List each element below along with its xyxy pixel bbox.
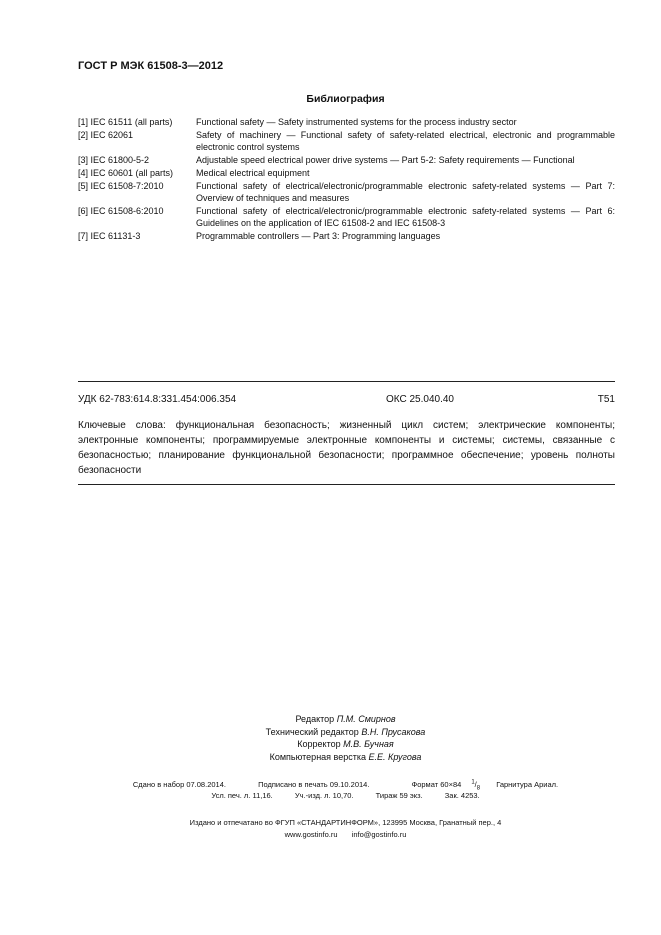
bibliography-item	[78, 154, 615, 166]
bibliography-ref: [3] IEC 61800-5-2	[78, 155, 150, 165]
corrector-name: М.В. Бучная	[343, 739, 394, 749]
signed-date: Подписано в печать 09.10.2014.	[258, 779, 370, 789]
submitted-date: Сдано в набор 07.08.2014.	[132, 779, 226, 789]
credit-tech-editor: Технический редактор В.Н. Прусакова	[265, 726, 426, 737]
bibliography-item	[78, 180, 615, 204]
publisher-contacts	[0, 830, 661, 839]
publisher-line: Издано и отпечатано во ФГУП «СТАНДАРТИНФОРМ», 123995 Москва, Гранатный пер., 4	[189, 818, 502, 827]
print-info-line2	[0, 791, 661, 800]
printed-sheets: Усл. печ. л. 11,16.	[211, 791, 273, 800]
bibliography-ref: [4] IEC 60601 (all parts)	[78, 168, 174, 178]
credit-layout: Компьютерная верстка Е.Е. Кругова	[269, 751, 422, 762]
layout-name: Е.Е. Кругова	[368, 751, 422, 762]
print-info-line1	[0, 779, 661, 791]
bibliography-item	[78, 205, 615, 229]
editor-name: П.М. Смирнов	[336, 714, 396, 724]
tech-editor-name: В.Н. Прусакова	[361, 726, 426, 737]
bibliography-text: Adjustable speed electrical power drive systems — Part 5-2: Safety requirements — Functional	[196, 155, 575, 165]
paper-format: Формат 60×84 $^1/_8$	[411, 779, 481, 791]
order-number: Зак. 4253.	[444, 791, 480, 800]
bibliography-ref: [6] IEC 61508-6:2010	[78, 206, 164, 216]
classification-row	[78, 394, 615, 405]
credit-corrector: Корректор М.В. Бучная	[297, 739, 394, 749]
keywords: Ключевые слова: функциональная безопасность; жизненный цикл систем; электрические компоненты; электронные компоненты; программируемые электронные компоненты и системы; системы, связанные с безопасностью; планирование функциональной безопасности; программное обеспечение; уровень полноты безопасности	[78, 420, 615, 476]
bibliography-ref: [5] IEC 61508-7:2010	[78, 181, 164, 191]
bibliography-text: Functional safety of electrical/electronic/programmable electronic safety-related systems — Part 7: Overview of techniques and measures	[196, 181, 615, 203]
udk-code: УДК 62-783:614.8:331.454:006.354	[78, 394, 237, 405]
typeface: Гарнитура Ариал.	[496, 779, 559, 789]
website-link[interactable]: www.gostinfo.ru	[284, 830, 338, 839]
bibliography-text: Safety of machinery — Functional safety of safety-related electrical, electronic and programmable electronic control systems	[196, 130, 615, 152]
bibliography-title: Библиография	[306, 93, 385, 105]
bibliography-item	[78, 129, 615, 153]
divider-top	[78, 381, 615, 382]
bibliography-item	[78, 116, 615, 128]
bibliography-text: Functional safety of electrical/electronic/programmable electronic safety-related systems — Part 6: Guidelines on the application of IEC 61508-2 and IEC 61508-3	[196, 206, 615, 228]
credit-editor: Редактор П.М. Смирнов	[295, 714, 396, 724]
bibliography-ref: [2] IEC 62061	[78, 130, 134, 140]
bibliography-text: Functional safety — Safety instrumented systems for the process industry sector	[196, 117, 517, 127]
email-link[interactable]: info@gostinfo.ru	[351, 830, 407, 839]
category-code: Т51	[597, 394, 615, 405]
bibliography-text: Medical electrical equipment	[196, 168, 310, 178]
bibliography-text: Programmable controllers — Part 3: Programming languages	[196, 231, 441, 241]
bibliography-item	[78, 167, 615, 179]
okc-code: ОКС 25.040.40	[386, 394, 454, 405]
print-run: Тираж 59 экз.	[375, 791, 423, 800]
bibliography-ref: [1] IEC 61511 (all parts)	[78, 117, 173, 127]
credits-block	[0, 713, 661, 763]
bibliography-list	[78, 116, 615, 243]
bibliography-item	[78, 230, 615, 242]
publishing-sheets: Уч.-изд. л. 10,70.	[294, 791, 354, 800]
standard-code: ГОСТ Р МЭК 61508-3—2012	[78, 60, 224, 72]
bibliography-ref: [7] IEC 61131-3	[78, 231, 141, 241]
divider-bottom	[78, 484, 615, 485]
